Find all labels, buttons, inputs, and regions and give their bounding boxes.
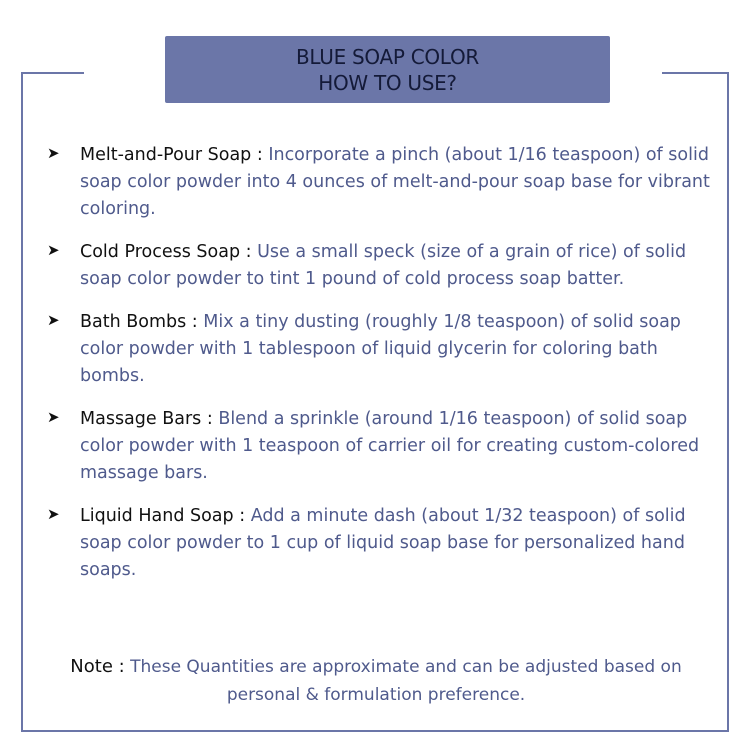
note-label: Note : [70,656,125,677]
usage-item-massage-bars [47,406,727,487]
usage-item-text: Use a small speck (size of a grain of rice) of solid soap color powder to tint 1 pound of cold process soap batter. [80,242,687,289]
usage-item-label: Melt-and-Pour Soap : [80,145,263,165]
title-line-1: BLUE SOAP COLOR [296,44,479,69]
usage-item-cold-process [47,239,727,293]
usage-item-liquid-hand-soap [47,503,727,584]
arrow-bullet-icon: ➤ [47,144,60,162]
usage-item-text: Incorporate a pinch (about 1/16 teaspoon) of solid soap color powder into 4 ounces of melt-and-pour soap base for vibrant coloring. [80,145,710,219]
usage-item-label: Bath Bombs : [80,312,198,332]
usage-item-label: Liquid Hand Soap : [80,506,246,526]
title-banner [165,36,610,103]
usage-item-text: Mix a tiny dusting (roughly 1/8 teaspoon) of solid soap color powder with 1 tablespoon of liquid glycerin for coloring bath bombs. [80,312,681,386]
usage-item-label: Massage Bars : [80,409,213,429]
frame-bottom-border [21,730,729,732]
usage-item-text: Blend a sprinkle (around 1/16 teaspoon) of solid soap color powder with 1 teaspoon of carrier oil for creating custom-colored massage bars. [80,409,700,483]
arrow-bullet-icon: ➤ [47,311,60,329]
usage-item-text: Add a minute dash (about 1/32 teaspoon) of solid soap color powder to 1 cup of liquid soap base for personalized hand soaps. [80,506,686,580]
arrow-bullet-icon: ➤ [47,241,60,259]
note-text: These Quantities are approximate and can be adjusted based on personal & formulation preference. [130,657,682,705]
title-line-2: HOW TO USE? [318,70,457,95]
usage-item-label: Cold Process Soap : [80,242,252,262]
arrow-bullet-icon: ➤ [47,505,60,523]
frame-left-border [21,72,23,732]
note-paragraph [40,653,712,709]
usage-list [47,142,727,600]
usage-item-bath-bombs [47,309,727,390]
frame-right-border [727,72,729,732]
frame-top-left-border [21,72,84,74]
usage-item-melt-and-pour [47,142,727,223]
frame-top-right-border [662,72,729,74]
arrow-bullet-icon: ➤ [47,408,60,426]
